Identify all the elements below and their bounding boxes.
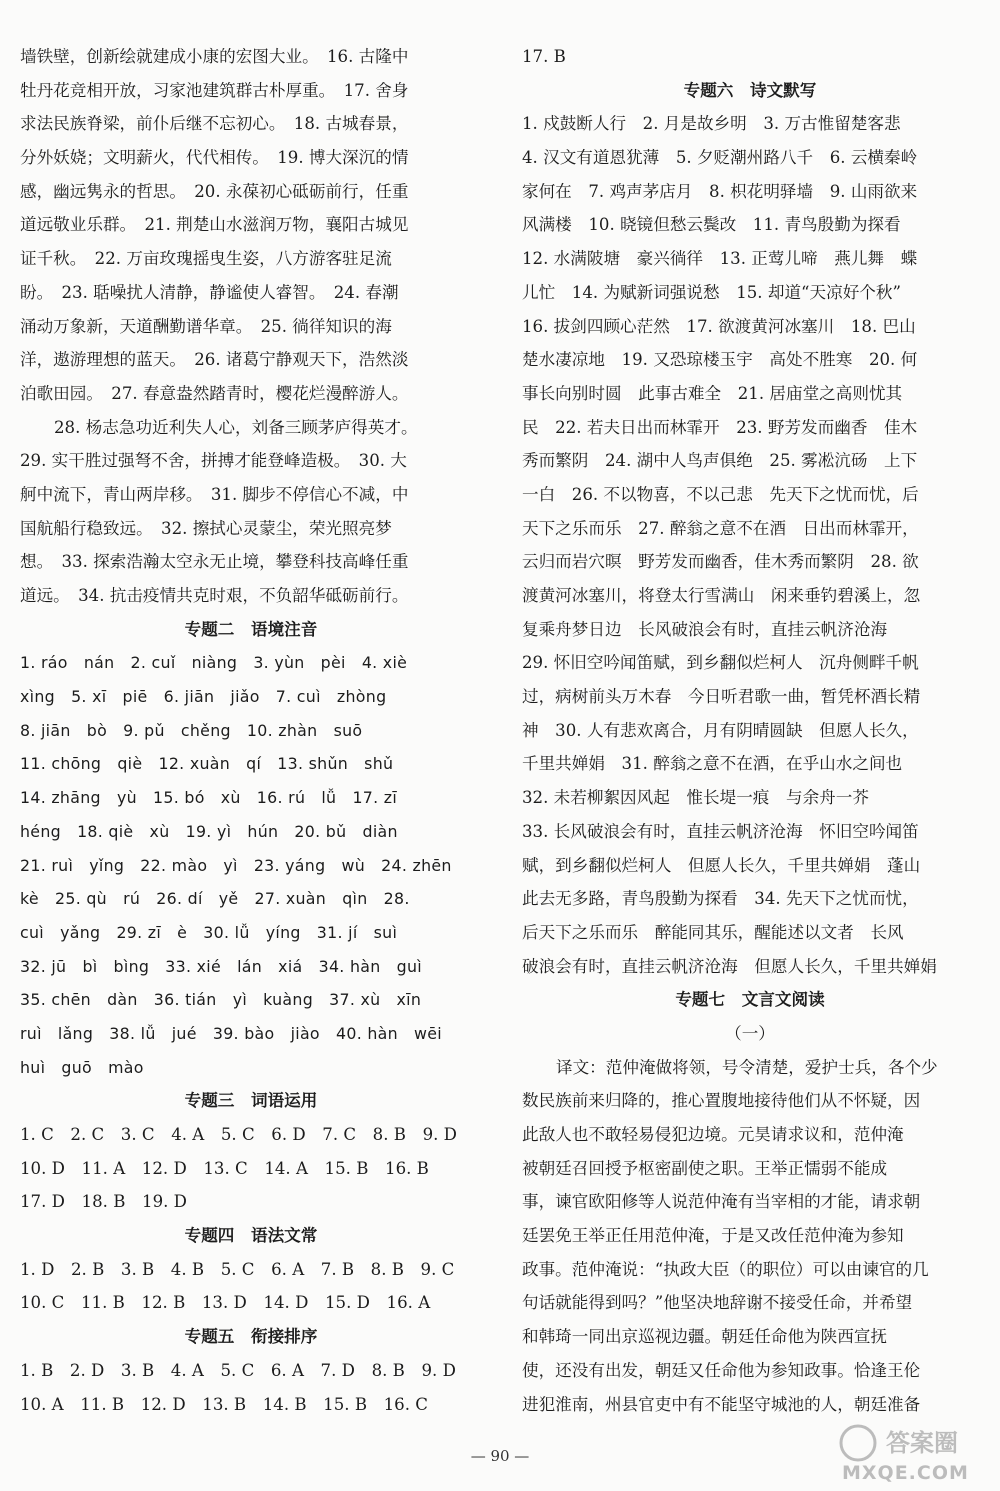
answer-text-line: 此敌人也不敢轻易侵犯边境。元昊请求议和，范仲淹 — [522, 1125, 904, 1144]
right-column — [522, 40, 978, 1421]
answer-text-line: 楚水凄凉地 19. 又恐琼楼玉宇 高处不胜寒 20. 何 — [522, 350, 918, 370]
pinyin-answer-line: 14. zhāng yù 15. bó xù 16. rú lǚ 17. zī — [20, 788, 398, 808]
answer-text-line: 渡黄河冰塞川，将登太行雪满山 闲来垂钓碧溪上，忽 — [522, 586, 921, 605]
section-heading: 专题二 语境注音 — [184, 619, 318, 639]
answer-text-line: 事，谏官欧阳修等人说范仲淹有当宰相的才能，请求朝 — [522, 1192, 921, 1212]
choice-answer-line: 1. C 2. C 3. C 4. A 5. C 6. D 7. C 8. B 9. D — [20, 1125, 457, 1144]
answer-text-line: 盼。 23. 聒噪扰人清静，静谧使人睿智。 24. 春潮 — [20, 282, 399, 302]
choice-answer-line: 10. D 11. A 12. D 13. C 14. A 15. B 16. B — [20, 1158, 429, 1178]
choice-answer-line: 17. B — [522, 47, 566, 66]
section-heading: 专题四 语法文常 — [184, 1226, 318, 1246]
answer-text-line: 风满楼 10. 晓镜但愁云鬓改 11. 青鸟殷勤为探看 — [522, 215, 901, 235]
section-heading: 专题五 衔接排序 — [184, 1327, 318, 1347]
answer-text-line: 墙铁壁，创新绘就建成小康的宏图大业。 16. 古隆中 — [20, 47, 409, 66]
answer-text-line: 证千秋。 22. 万亩玫瑰摇曳生姿，八方游客驻足流 — [20, 249, 392, 269]
answer-text-line: 32. 未若柳絮因风起 惟长堤一痕 与余舟一芥 — [522, 788, 869, 808]
answer-text-line: 和韩琦一同出京巡视边疆。朝廷任命他为陕西宣抚 — [522, 1327, 888, 1347]
choice-answer-line: 10. A 11. B 12. D 13. B 14. B 15. B 16. C — [20, 1394, 428, 1414]
answer-text-line: 想。 33. 探索浩瀚太空永无止境，攀登科技高峰任重 — [20, 552, 409, 572]
answer-text-line: 数民族前来归降的，推心置腹地接待他们从不怀疑，因 — [522, 1091, 921, 1111]
answer-text-line: 牡丹花竞相开放，习家池建筑群古朴厚重。 17. 舍身 — [20, 80, 409, 100]
choice-answer-line: 1. B 2. D 3. B 4. A 5. C 6. A 7. D 8. B 9. D — [20, 1360, 456, 1380]
answer-text-line: 云归而岩穴暝 野芳发而幽香，佳木秀而繁阴 28. 欲 — [522, 552, 919, 572]
answer-text-line: 道远。 34. 抗击疫情共克时艰，不负韶华砥砺前行。 — [20, 586, 409, 605]
answer-text-line: 使，还没有出发，朝廷又任命他为参知政事。恰逢王伦 — [522, 1360, 921, 1380]
answer-text-line: 12. 水满陂塘 豪兴徜徉 13. 正莺儿啼 燕儿舞 蝶 — [522, 249, 918, 269]
left-column — [20, 40, 482, 1421]
answer-text-line: 道远敬业乐群。 21. 荆楚山水滋润万物，襄阳古城见 — [20, 215, 409, 235]
answer-text-line: 天下之乐而乐 27. 醉翁之意不在酒 日出而林霏开， — [522, 518, 919, 538]
answer-text-line: 过，病树前头万木春 今日听君歌一曲，暂凭杯酒长精 — [522, 687, 921, 707]
answer-text-line: 16. 拔剑四顾心茫然 17. 欲渡黄河冰塞川 18. 巴山 — [522, 316, 916, 336]
answer-text-line: 33. 长风破浪会有时，直挂云帆济沧海 怀旧空吟闻笛 — [522, 821, 919, 841]
answer-text-line: 4. 汉文有道恩犹薄 5. 夕贬潮州路八千 6. 云横秦岭 — [522, 148, 918, 168]
choice-answer-line: 17. D 18. B 19. D — [20, 1192, 187, 1212]
answer-text-line: 神 30. 人有悲欢离合，月有阴晴圆缺 但愿人长久， — [522, 720, 919, 740]
answer-text-line: 感，幽远隽永的哲思。 20. 永葆初心砥砺前行，任重 — [20, 181, 409, 201]
choice-answer-line: 1. D 2. B 3. B 4. B 5. C 6. A 7. B 8. B 9. C — [20, 1259, 455, 1279]
answer-text-line: 句话就能得到吗？”他坚决地辞谢不接受任命，并希望 — [522, 1293, 913, 1313]
watermark-logo — [836, 1415, 986, 1485]
answer-text-line: 洋，遨游理想的蓝天。 26. 诸葛宁静观天下，浩然淡 — [20, 350, 409, 370]
answer-text-line: 舸中流下，青山两岸移。 31. 脚步不停信心不减，中 — [20, 484, 409, 504]
answer-text-line: 民 22. 若夫日出而林霏开 23. 野芳发而幽香 佳木 — [522, 417, 918, 437]
answer-text-line: 事长向别时圆 此事古难全 21. 居庙堂之高则忧其 — [522, 383, 903, 403]
answer-text-line: 复乘舟梦日边 长风破浪会有时，直挂云帆济沧海 — [522, 619, 888, 639]
pinyin-answer-line: 8. jiān bò 9. pǔ chěng 10. zhàn suō — [20, 720, 363, 740]
answer-text-line: 千里共婵娟 31. 醉翁之意不在酒，在乎山水之间也 — [522, 754, 903, 774]
pinyin-answer-line: 21. ruì yǐng 22. mào yì 23. yáng wù 24. zhēn — [20, 855, 452, 875]
answer-text-line: 泊歌田园。 27. 春意盎然踏青时，樱花烂漫醉游人。 — [20, 383, 409, 403]
answer-text-line: 破浪会有时，直挂云帆济沧海 但愿人长久，千里共婵娟 — [522, 956, 937, 976]
section-heading: 专题三 词语运用 — [184, 1091, 318, 1111]
pinyin-answer-line: 1. ráo nán 2. cuǐ niàng 3. yùn pèi 4. xiè — [20, 653, 408, 673]
answer-text-line: 1. 戍鼓断人行 2. 月是故乡明 3. 万古惟留楚客悲 — [522, 114, 901, 134]
answer-text-line: 涌动万象新，天道酬勤谱华章。 25. 徜徉知识的海 — [20, 316, 392, 336]
pinyin-answer-line: ruì lǎng 38. lǚ jué 39. bào jiào 40. hàn wēi — [20, 1023, 442, 1043]
watermark-ring-icon — [841, 1426, 875, 1460]
answer-text-line: 廷罢免王举正任用范仲淹，于是又改任范仲淹为参知 — [522, 1226, 904, 1246]
answer-text-line: 求法民族脊梁，前仆后继不忘初心。 18. 古城春景， — [20, 114, 409, 134]
section-heading: 专题七 文言文阅读 — [675, 990, 825, 1010]
pinyin-answer-line: cuì yǎng 29. zī è 30. lǚ yíng 31. jí suì — [20, 922, 398, 942]
page-number: — 90 — — [470, 1447, 530, 1465]
pinyin-answer-line: héng 18. qiè xù 19. yì hún 20. bǔ diàn — [20, 821, 398, 841]
answer-text-line: 后天下之乐而乐 醉能同其乐，醒能述以文者 长风 — [522, 922, 904, 942]
answer-text-line: 被朝廷召回授予枢密副使之职。王举正懦弱不能成 — [522, 1158, 888, 1178]
pinyin-answer-line: xìng 5. xī piē 6. jiān jiǎo 7. cuì zhòng — [20, 687, 387, 707]
answer-text-line: 国航船行稳致远。 32. 擦拭心灵蒙尘，荣光照亮梦 — [20, 518, 392, 538]
answer-text-line: 进犯淮南，州县官吏中有不能坚守城池的人，朝廷准备 — [522, 1394, 921, 1414]
answer-text-line: 家何在 7. 鸡声茅店月 8. 枳花明驿墙 9. 山雨欲来 — [522, 181, 918, 201]
pinyin-answer-line: 11. chōng qiè 12. xuàn qí 13. shǔn shǔ — [20, 754, 394, 774]
answer-text-line: 28. 杨志急功近利失人心，刘备三顾茅庐得英才。 — [54, 417, 418, 437]
watermark-domain: MXQE.COM — [842, 1462, 969, 1484]
answer-text-line: 29. 怀旧空吟闻笛赋，到乡翻似烂柯人 沉舟侧畔千帆 — [522, 653, 919, 673]
watermark-title: 答案圈 — [886, 1429, 958, 1457]
answer-text-line: 儿忙 14. 为赋新词强说愁 15. 却道“天凉好个秋” — [522, 282, 901, 302]
answer-text-line: 29. 实干胜过强弩不舍，拼搏才能登峰造极。 30. 大 — [20, 451, 407, 471]
answer-text-line: 此去无多路，青鸟殷勤为探看 34. 先天下之忧而忧， — [522, 889, 919, 909]
answer-text-line: 政事。范仲淹说：“执政大臣（的职位）可以由谏官的几 — [522, 1259, 929, 1279]
answer-text-line: 一白 26. 不以物喜，不以己悲 先天下之忧而忧，后 — [522, 484, 919, 504]
pinyin-answer-line: huì guō mào — [20, 1057, 144, 1077]
answer-text-line: 分外妖娆；文明薪火，代代相传。 19. 博大深沉的情 — [20, 148, 409, 168]
pinyin-answer-line: 32. jū bì bìng 33. xié lán xiá 34. hàn guì — [20, 956, 422, 976]
answer-text-line: 赋，到乡翻似烂柯人 但愿人长久，千里共婵娟 蓬山 — [522, 855, 921, 875]
subsection-heading: （一） — [725, 1023, 775, 1043]
answer-text-line: 译文：范仲淹做将领，号令清楚，爱护士兵，各个少 — [556, 1057, 938, 1077]
choice-answer-line: 10. C 11. B 12. B 13. D 14. D 15. D 16. A — [20, 1293, 431, 1313]
pinyin-answer-line: kè 25. qù rú 26. dí yě 27. xuàn qìn 28. — [20, 889, 410, 909]
answer-text-line: 秀而繁阴 24. 湖中人鸟声俱绝 25. 雾凇沆砀 上下 — [522, 451, 918, 471]
pinyin-answer-line: 35. chēn dàn 36. tián yì kuàng 37. xù xīn — [20, 990, 422, 1010]
section-heading: 专题六 诗文默写 — [683, 80, 817, 100]
